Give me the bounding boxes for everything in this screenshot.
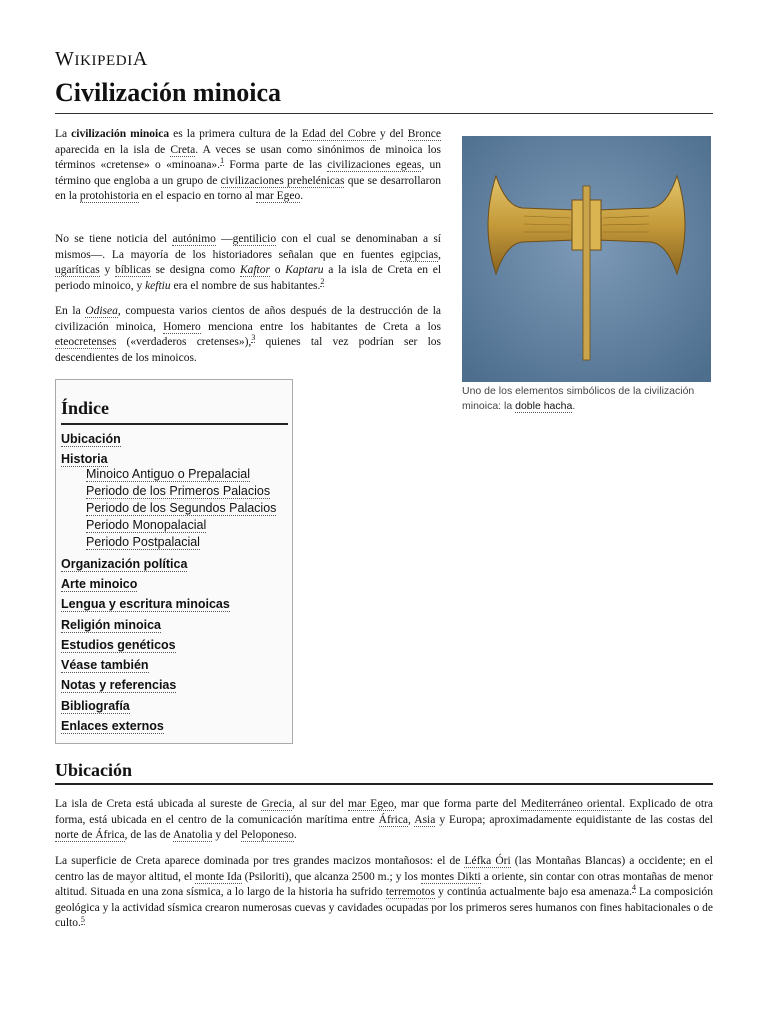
link-africa[interactable]: África	[378, 813, 409, 826]
page-title: Civilización minoica	[55, 78, 282, 107]
ubicacion-paragraph-2: La superficie de Creta aparece dominada por tres grandes macizos montañosos: el de Léfka Óri (las Montañas Blancas) a occidente; en el centro las de mayor altitud, el monte Ida (Psiloriti), que alcanza 2500 m.; y los montes Dikti a oriente, sin contar con otras montañas de menor altitud. Situada en una zona sísmica, a lo largo de la historia ha sufrido terremotos y continúa actualmente bajo esa amenaza.$^4$ La composición geológica y la actividad sísmica crearon numerosas cuevas y cavidades ocupadas por los primeros seres humanos con fines habitacionales o de culto.$^5$	[55, 855, 714, 930]
link-grecia[interactable]: Grecia	[261, 798, 293, 810]
link-lefka-ori[interactable]: Léfka Óri	[464, 855, 511, 867]
link-biblicas[interactable]: bíblicas	[114, 264, 151, 277]
toc-item-segundos-palacios[interactable]: Periodo de los Segundos Palacios	[86, 501, 277, 515]
intro-paragraph-2: No se tiene noticia del autónimo —gentilicio con el cual se denominaban a sí mismos—. La mayoría de los historiadores señalan que en fuentes egipcias, ugaríticas y bíblicas se designa como Kaftor o Kaptaru a la isla de Creta en el periodo minoico, y keftiu era el nombre de sus habitantes.$^2$	[55, 233, 442, 292]
link-anatolia[interactable]: Anatolia	[172, 829, 213, 842]
link-monte-ida[interactable]: monte Ida	[195, 870, 242, 883]
ubicacion-paragraph-1: La isla de Creta está ubicada al sureste de Grecia, al sur del mar Egeo, mar que forma parte del Mediterráneo oriental. Explicado de otra forma, está ubicada en el centro de la comunicación marítima entre África, Asia y Europa; aproximadamente equidistante de las costas del norte de África, de las de Anatolia y del Peloponeso.	[55, 798, 713, 842]
title-divider	[55, 113, 713, 114]
toc-item-estudios-geneticos[interactable]: Estudios genéticos	[61, 638, 176, 652]
toc-divider	[61, 423, 288, 425]
link-montes-dikti[interactable]: montes Dikti	[420, 870, 481, 883]
figure-caption: Uno de los elementos simbólicos de la civilización minoica: la doble hacha.	[462, 385, 695, 412]
toc-item-religion[interactable]: Religión minoica	[61, 618, 162, 632]
reference-4[interactable]: 4	[631, 883, 636, 893]
link-civilizaciones-prehelenicas[interactable]: civilizaciones prehelénicas	[220, 174, 345, 187]
link-eteocretenses[interactable]: eteocretenses	[55, 336, 117, 349]
link-norte-de-africa[interactable]: norte de África	[55, 829, 125, 842]
wikipedia-wordmark[interactable]: WIKIPEDIA	[55, 48, 148, 70]
link-gentilicio[interactable]: gentilicio	[232, 233, 277, 245]
reference-1[interactable]: 1	[220, 156, 225, 166]
toc-item-enlaces-externos[interactable]: Enlaces externos	[61, 719, 164, 733]
toc-item-postpalacial[interactable]: Periodo Postpalacial	[86, 535, 200, 549]
bold-term: civilización minoica	[71, 128, 170, 140]
link-civilizaciones-egeas[interactable]: civilizaciones egeas	[327, 159, 422, 172]
link-homero[interactable]: Homero	[163, 320, 201, 333]
toc-item-ubicacion[interactable]: Ubicación	[61, 432, 121, 446]
toc-item-organizacion-politica[interactable]: Organización política	[61, 557, 188, 571]
toc-item-arte-minoico[interactable]: Arte minoico	[61, 577, 138, 591]
toc-item-minoico-antiguo[interactable]: Minoico Antiguo o Prepalacial	[86, 467, 250, 481]
reference-3[interactable]: 3	[251, 333, 256, 343]
link-kaftor[interactable]: Kaftor	[239, 264, 270, 277]
toc-item-monopalacial[interactable]: Periodo Monopalacial	[86, 518, 207, 532]
table-of-contents	[55, 379, 293, 744]
link-mediterraneo-oriental[interactable]: Mediterráneo oriental	[520, 798, 623, 810]
double-axe-image[interactable]	[462, 136, 711, 382]
link-autonimo[interactable]: autónimo	[172, 233, 216, 245]
section-divider	[55, 783, 713, 785]
intro-paragraph-3: En la Odisea, compuesta varios cientos de años después de la destrucción de la civilización minoica, Homero menciona entre los habitantes de Creta a los eteocretenses («verdaderos cretenses»),$^3$ quienes tal vez podrían ser los descendientes de los minoicos.	[55, 305, 442, 364]
toc-title: Índice	[61, 398, 110, 418]
link-ugariticas[interactable]: ugaríticas	[55, 264, 100, 277]
toc-item-historia[interactable]: Historia	[61, 452, 108, 466]
link-creta[interactable]: Creta	[170, 143, 196, 156]
toc-item-lengua-escritura[interactable]: Lengua y escritura minoicas	[61, 597, 230, 611]
double-axe-icon	[462, 136, 711, 382]
link-protohistoria[interactable]: protohistoria	[79, 190, 139, 203]
section-heading-ubicacion: Ubicación	[55, 760, 133, 780]
toc-item-bibliografia[interactable]: Bibliografía	[61, 699, 130, 713]
link-doble-hacha[interactable]: doble hacha	[515, 400, 573, 412]
link-asia[interactable]: Asia	[414, 813, 436, 826]
link-peloponeso[interactable]: Peloponeso	[240, 829, 294, 842]
reference-5[interactable]: 5	[80, 914, 85, 924]
intro-paragraph-1: La civilización minoica es la primera cultura de la Edad del Cobre y del Bronce aparecida en la isla de Creta. A veces se usan como sinónimos de minoica los términos «cretense» o «minoana».$^1$ Forma parte de las civilizaciones egeas, un término que engloba a un grupo de civilizaciones prehelénicas que se desarrollaron en la protohistoria en el espacio en torno al mar Egeo.	[55, 128, 442, 203]
toc-item-notas-referencias[interactable]: Notas y referencias	[61, 678, 177, 692]
toc-item-vease-tambien[interactable]: Véase también	[61, 658, 149, 672]
reference-2[interactable]: 2	[320, 276, 325, 286]
link-bronce[interactable]: Bronce	[407, 128, 441, 140]
toc-item-primeros-palacios[interactable]: Periodo de los Primeros Palacios	[86, 484, 271, 498]
link-edad-del-cobre[interactable]: Edad del Cobre	[302, 128, 376, 140]
link-odisea[interactable]: Odisea	[85, 305, 118, 317]
link-egipcias[interactable]: egipcias	[400, 248, 439, 261]
link-terremotos[interactable]: terremotos	[385, 886, 436, 899]
link-mar-egeo[interactable]: mar Egeo	[255, 190, 301, 203]
link-mar-egeo-2[interactable]: mar Egeo	[348, 798, 394, 810]
